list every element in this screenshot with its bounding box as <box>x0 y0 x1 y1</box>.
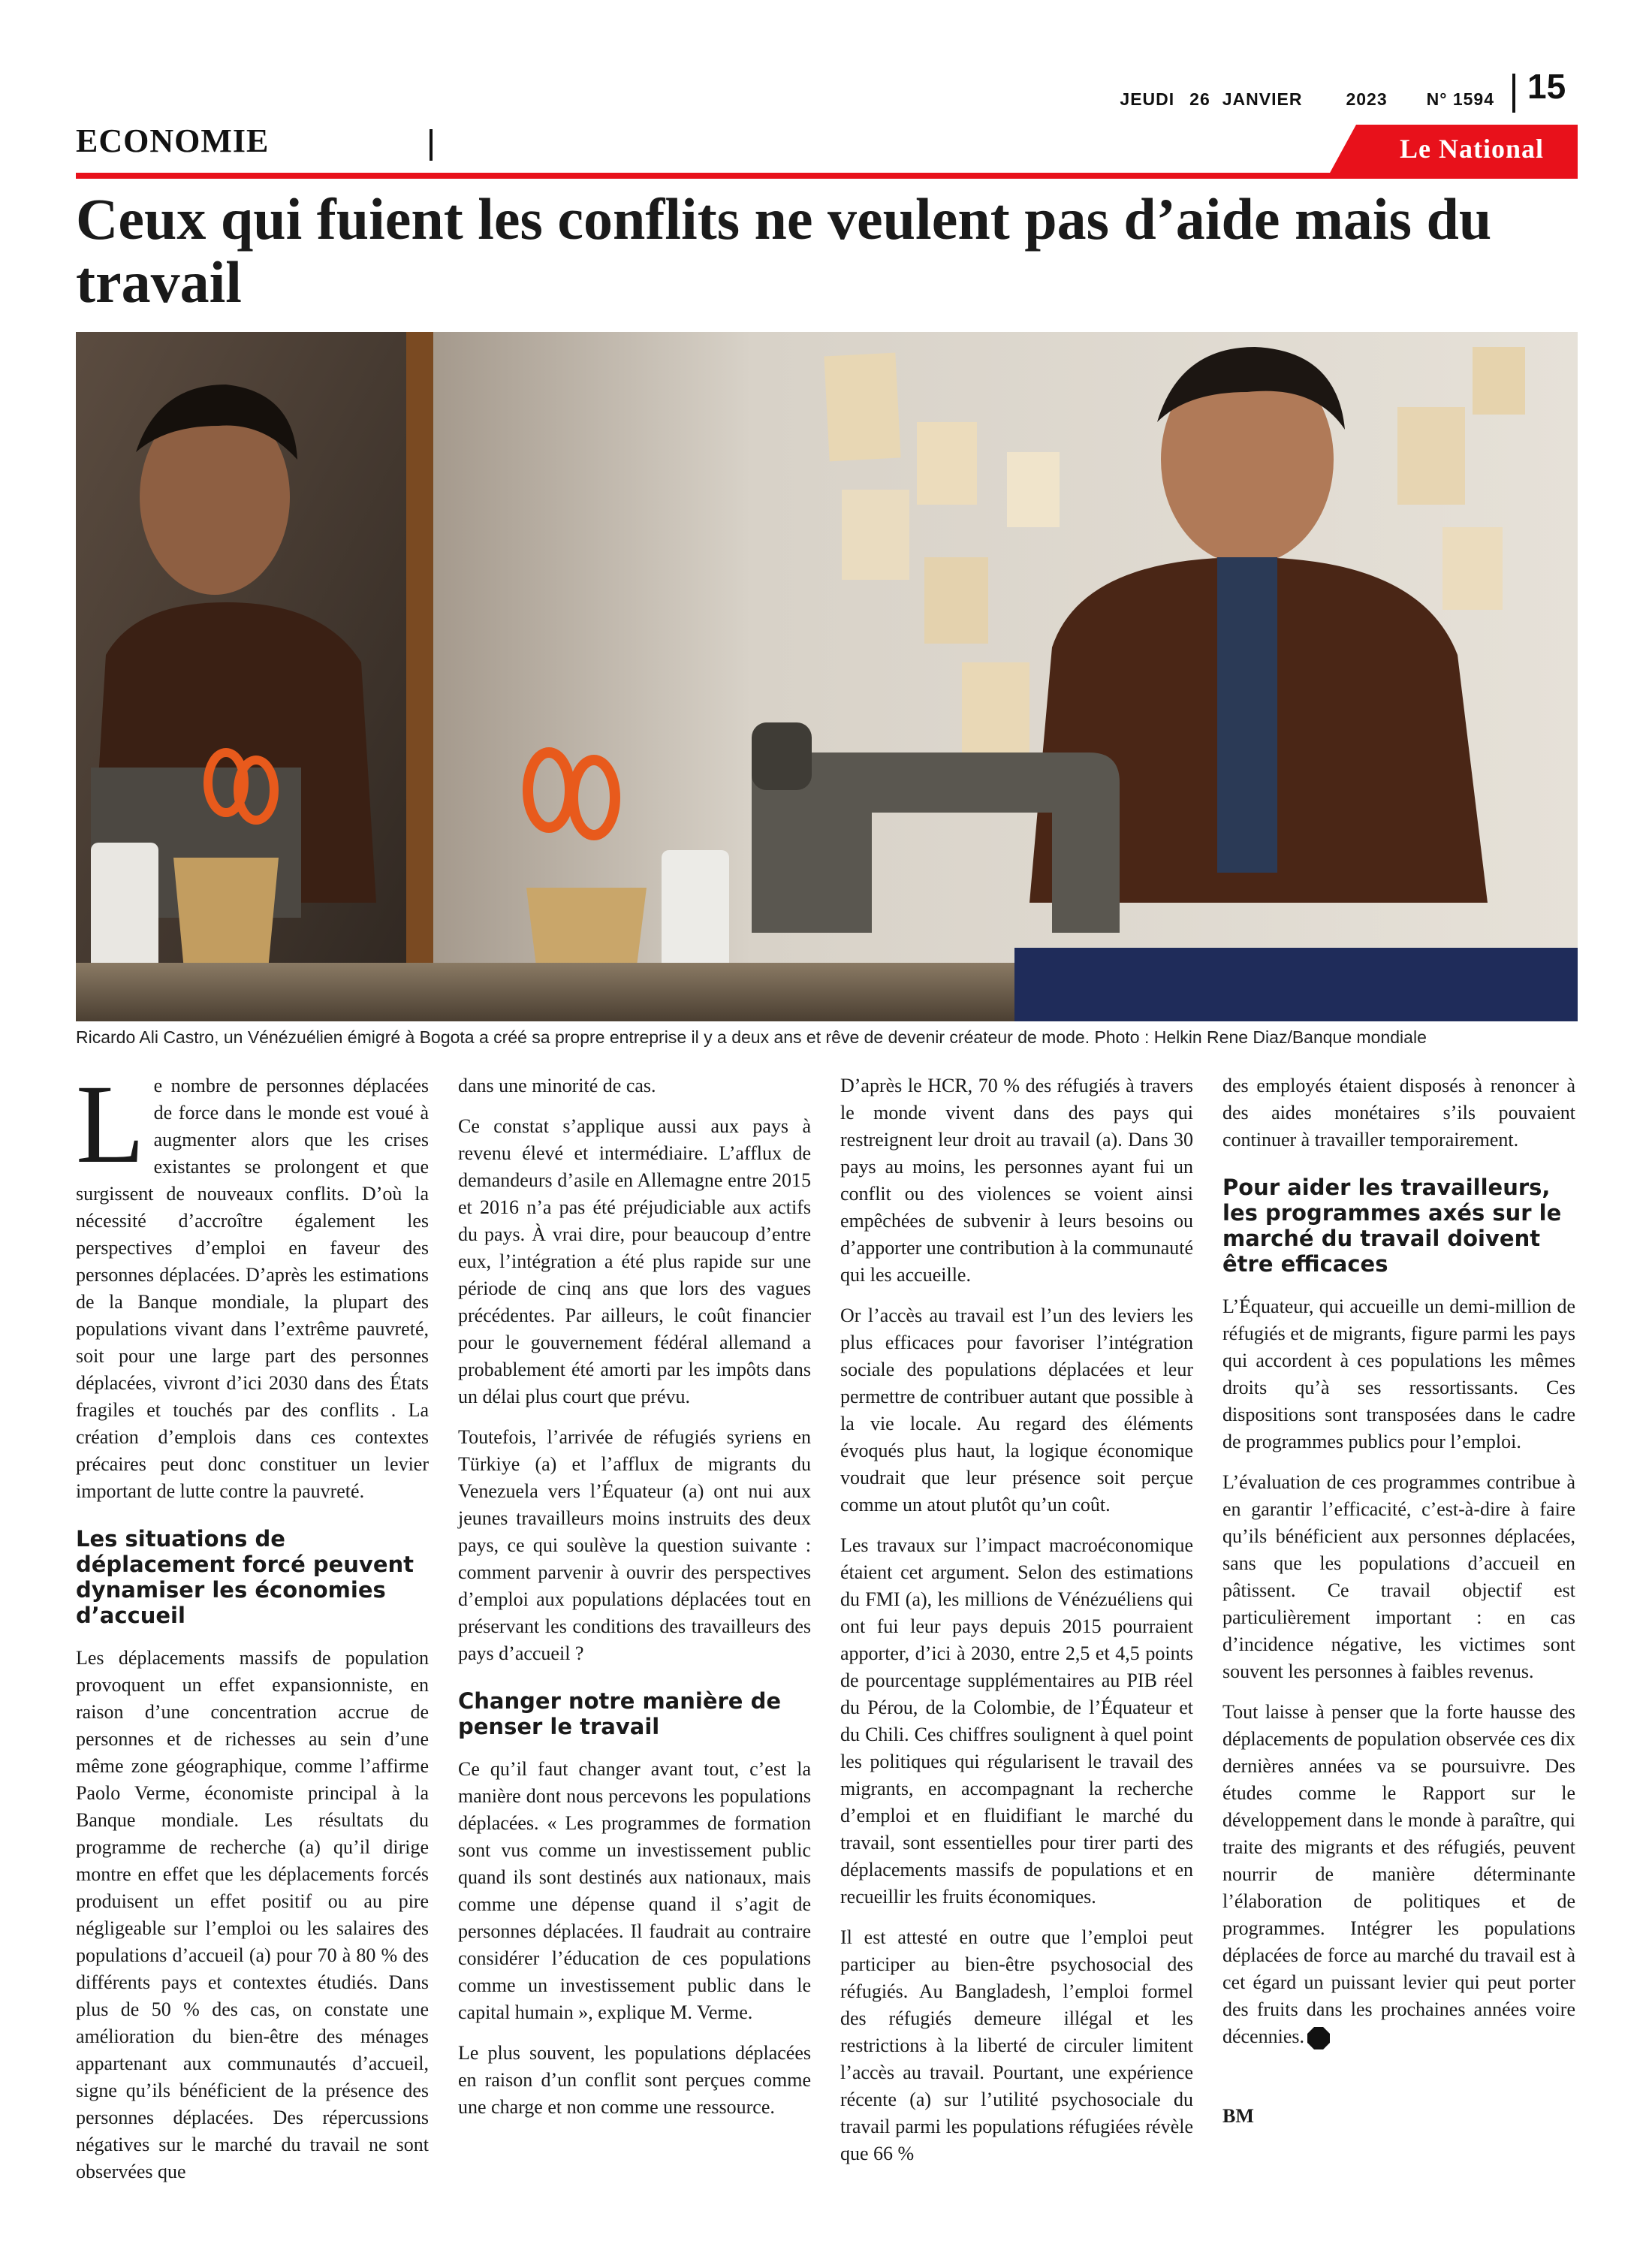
article-subheading: Changer notre manière de penser le travail <box>458 1688 782 1739</box>
article-paragraph: Le plus souvent, les populations déplacées en raison d’un conflit sont perçues comme une charge et non comme une ressource. <box>458 2042 811 2118</box>
article-end-icon <box>1307 2027 1330 2049</box>
edition-day: JEUDI <box>1120 89 1175 109</box>
article-column-3 <box>840 1072 1193 2181</box>
article-photo <box>76 332 1578 1021</box>
header-divider <box>1512 74 1515 113</box>
section-divider <box>430 129 433 161</box>
article-paragraph: Or l’accès au travail est l’un des leviers les plus efficaces pour favoriser l’intégration sociale des populations déplacées et leur permettre de contribuer autant que possible à la vie locale. Au regard des éléments évoqués plus haut, la logique économique voudrait que leur présence soit perçue comme un atout plutôt qu’un coût. <box>840 1304 1193 1516</box>
edition-month: JANVIER <box>1222 89 1303 109</box>
article-headline: Ceux qui fuient les conflits ne veulent pas d’aide mais du travail <box>76 186 1492 315</box>
edition-date: 26 <box>1189 89 1210 109</box>
article-paragraph <box>1222 1699 1575 2050</box>
drop-cap: L <box>76 1062 145 1187</box>
photo-caption: Ricardo Ali Castro, un Vénézuélien émigré à Bogota a créé sa propre entreprise il y a deux ans et rêve de devenir créateur de mode. Photo : Helkin Rene Diaz/Banque mondiale <box>76 1027 1427 1047</box>
article-subheading: Pour aider les travailleurs, les programmes axés sur le marché du travail doivent être efficaces <box>1222 1175 1562 1277</box>
article-signature: BM <box>1222 2105 1254 2127</box>
article-paragraph-text: e nombre de personnes déplacées de force dans le monde est voué à augmenter alors que les crises existantes se prolongent et que surgissent de nouveaux conflits. D’où la nécessité d’accroître également les perspectives d’emploi en faveur des personnes déplacées. D’après les estimations de la Banque mondiale, la plupart des populations vivant dans l’extrême pauvreté, soit pour une large part des personnes déplacées, vivront d’ici 2030 dans des États fragiles et touchés par des conflits . La création d’emplois dans ces contextes précaires peut donc constituer un levier important de lutte contre la pauvreté. <box>76 1075 429 1502</box>
article-column-1 <box>76 1062 429 2199</box>
newspaper-brand: Le National <box>1399 134 1544 164</box>
article-column-2 <box>458 1072 811 2134</box>
page-number: 15 <box>1527 67 1566 106</box>
article-paragraph: des employés étaient disposés à renoncer à des aides monétaires s’ils pouvaient continuer à travailler temporairement. <box>1222 1075 1575 1151</box>
edition-year: 2023 <box>1346 89 1388 109</box>
article-column-4 <box>1222 1072 1575 2143</box>
article-paragraph: Les déplacements massifs de population provoquent un effet expansionniste, en raison d’une concentration accrue de personnes et de richesses au sein d’une même zone géographique, comme l’affirme Paolo Verme, économiste principal à la Banque mondiale. Les résultats du programme de recherche (a) qu’il dirige montre en effet que les déplacements forcés produisent un effet positif ou au pire négligeable sur l’emploi ou les salaires des populations d’accueil (a) pour 70 à 80 % des différents pays et contextes étudiés. Dans plus de 50 % des cas, on constate une amélioration du bien-être des ménages appartenant aux communautés d’accueil, signe qu’ils bénéficient de la présence des personnes déplacées. Des répercussions négatives sur le marché du travail ne sont observées que <box>76 1647 429 2182</box>
article-paragraph: Ce constat s’applique aussi aux pays à revenu élevé et intermédiaire. L’afflux de demandeurs d’asile en Allemagne entre 2015 et 2016 n’a pas été préjudiciable aux actifs du pays. À vrai dire, pour beaucoup d’entre eux, l’intégration a été plus rapide sur une période de cinq ans que lors des vagues précédentes. Par ailleurs, le coût financier pour le gouvernement fédéral allemand a probablement été amorti par les impôts dans un délai plus court que prévu. <box>458 1115 811 1407</box>
article-paragraph: Toutefois, l’arrivée de réfugiés syriens en Türkiye (a) et l’afflux de migrants du Venezuela vers l’Équateur (a) ont nui aux jeunes travailleurs moins instruits des deux pays, ce qui soulève la question suivante : comment parvenir à ouvrir des perspectives d’emploi aux populations déplacées tout en préservant les conditions des travailleurs des pays d’accueil ? <box>458 1426 811 1664</box>
article-paragraph: Il est attesté en outre que l’emploi peut participer au bien-être psychosocial des réfugiés. Au Bangladesh, l’emploi formel des réfugiés demeure illégal et les restrictions à la liberté de circuler limitent l’accès au travail. Pourtant, une expérience récente (a) sur l’utilité psychosociale du travail parmi les populations réfugiées révèle que 66 % <box>840 1926 1193 2164</box>
article-subheading: Les situations de déplacement forcé peuvent dynamiser les économies d’accueil <box>76 1526 414 1628</box>
edition-info <box>1104 84 1494 114</box>
article-paragraph: Les travaux sur l’impact macroéconomique étaient cet argument. Selon des estimations du FMI (a), les millions de Vénézuéliens qui ont fui leur pays depuis 2015 pourraient apporter, d’ici à 2030, entre 2,5 et 4,5 points de pourcentage supplémentaires au PIB réel du Pérou, de la Colombie, de l’Équateur et du Chili. Ces chiffres soulignent à quel point les politiques qui régularisent le travail des migrants, en accompagnant la recherche d’emploi et en fluidifiant le marché du travail, sont essentielles pour tirer parti des déplacements massifs de populations et en recueillir les fruits économiques. <box>840 1534 1193 1908</box>
article-paragraph: dans une minorité de cas. <box>458 1075 656 1096</box>
article-paragraph <box>76 1062 429 1505</box>
article-paragraph: Ce qu’il faut changer avant tout, c’est la manière dont nous percevons les populations déplacées. « Les programmes de formation sont vus comme un investissement public quand ils sont destinés aux nationaux, mais comme une dépense quand il s’agit de personnes déplacées. Il faudrait au contraire considérer l’éducation de ces populations comme un investissement public dans le capital humain », explique M. Verme. <box>458 1758 811 2023</box>
article-paragraph-text: Tout laisse à penser que la forte hausse des déplacements de population observée ces dix dernières années va se poursuivre. Des études comme le Rapport sur le développement dans le monde à paraître, qui traite des migrants et des réfugiés, peuvent nourrir de manière déterminante l’élaboration de politiques et de programmes. Intégrer les populations déplacées de force au marché du travail est à cet égard un puissant levier qui peut porter des fruits dans les prochaines années voire décennies. <box>1222 1701 1575 2047</box>
article-paragraph: D’après le HCR, 70 % des réfugiés à travers le monde vivent dans des pays qui restreignent leur droit au travail (a). Dans 30 pays au moins, les personnes ayant fui un conflit ou des violences se voient ainsi empêchées de subvenir à leurs besoins ou d’apporter une contribution à la communauté qui les accueille. <box>840 1075 1194 1286</box>
article-paragraph: L’Équateur, qui accueille un demi-million de réfugiés et de migrants, figure parmi les pays qui accordent à ces populations les mêmes droits qu’à ses ressortissants. Ces dispositions sont transposées dans le cadre de programmes publics pour l’emploi. <box>1222 1295 1575 1452</box>
article-paragraph: L’évaluation de ces programmes contribue à en garantir l’efficacité, c’est-à-dire à faire qu’ils bénéficient aux personnes déplacées, sans que les populations d’accueil en pâtissent. Ce travail objectif est particulièrement important : en cas d’incidence négative, les victimes sont souvent les personnes à faibles revenus. <box>1222 1471 1575 1682</box>
issue-number: N° 1594 <box>1426 89 1494 109</box>
section-label: ECONOMIE <box>76 122 270 159</box>
section-rule <box>76 173 1578 179</box>
